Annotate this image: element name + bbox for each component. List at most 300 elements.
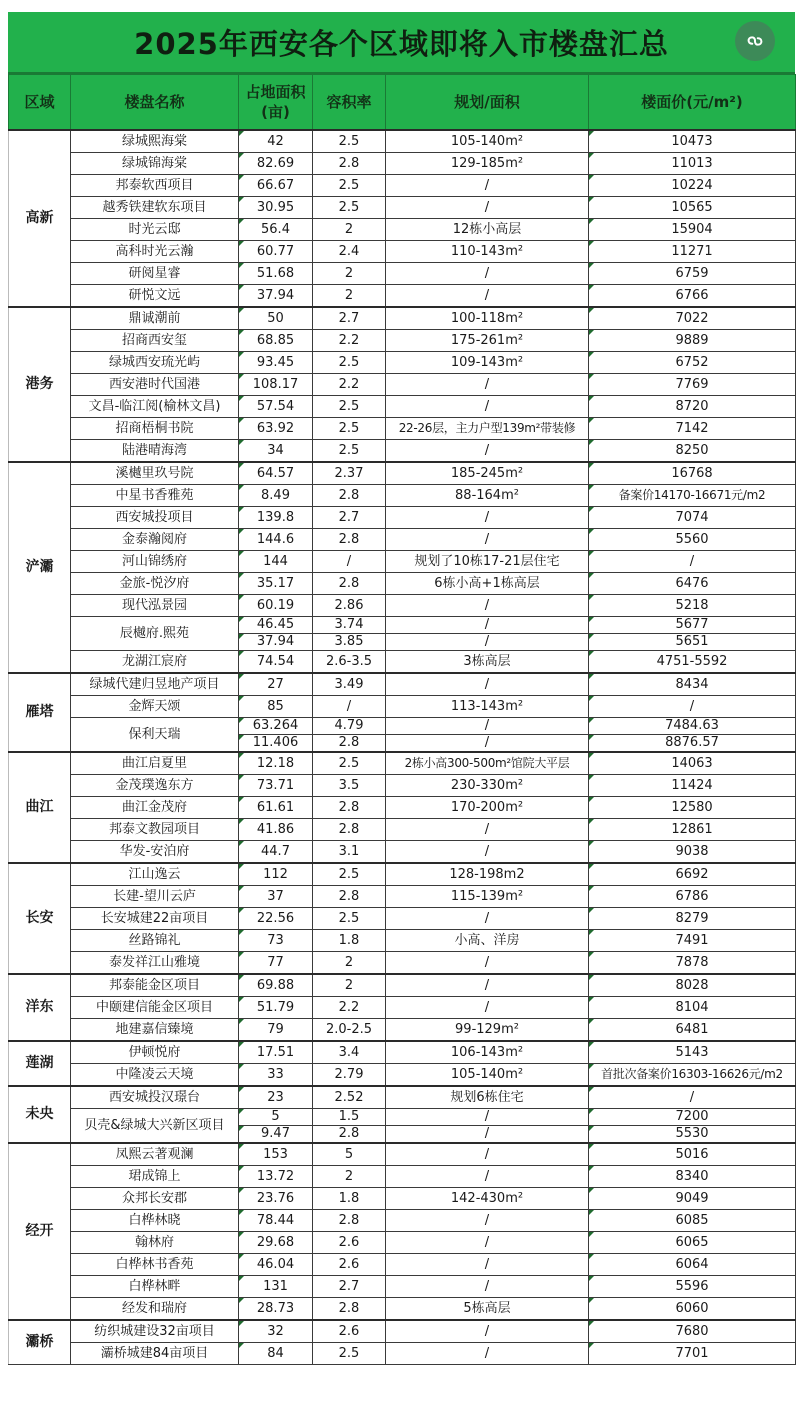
plot-ratio-cell: 2: [313, 263, 386, 285]
floor-price-cell: 6692: [589, 863, 796, 886]
project-name-cell: 翰林府: [71, 1232, 239, 1254]
land-area-cell: 79: [239, 1019, 313, 1042]
land-area-cell: 61.61: [239, 797, 313, 819]
plot-ratio-cell: 2.5: [313, 197, 386, 219]
plot-ratio-cell: 2.5: [313, 418, 386, 440]
table-row: [9, 1254, 796, 1276]
project-name-cell: 招商西安玺: [71, 330, 239, 352]
plan-cell: 230-330m²: [386, 775, 589, 797]
project-name-cell: 高科时光云瀚: [71, 241, 239, 263]
floor-price-cell: 6752: [589, 352, 796, 374]
project-name-cell: 伊顿悦府: [71, 1041, 239, 1064]
plot-ratio-cell: 2.6: [313, 1320, 386, 1343]
land-area-cell: 73.71: [239, 775, 313, 797]
table-row: [9, 396, 796, 418]
plan-cell: /: [386, 997, 589, 1019]
plan-cell: /: [386, 735, 589, 753]
region-cell: 高新: [9, 130, 71, 307]
plan-cell: 3栋高层: [386, 651, 589, 674]
land-area-cell: 112: [239, 863, 313, 886]
plot-ratio-cell: 2.52: [313, 1086, 386, 1109]
table-row: [9, 197, 796, 219]
land-area-cell: 37.94: [239, 634, 313, 651]
project-name-cell: 众邦长安郡: [71, 1188, 239, 1210]
table-row: [9, 1210, 796, 1232]
floor-price-cell: 9038: [589, 841, 796, 864]
project-name-cell: 西安港时代国港: [71, 374, 239, 396]
plot-ratio-cell: 2.8: [313, 886, 386, 908]
plot-ratio-cell: 3.49: [313, 673, 386, 696]
table-row: [9, 330, 796, 352]
project-name-cell: 地建嘉信臻境: [71, 1019, 239, 1042]
housing-table: [8, 74, 796, 1365]
table-row: [9, 952, 796, 975]
page-title: 2025年西安各个区域即将入市楼盘汇总: [134, 26, 669, 61]
project-name-cell: 陆港晴海湾: [71, 440, 239, 463]
plan-cell: /: [386, 396, 589, 418]
table-row: [9, 1166, 796, 1188]
table-body: [9, 130, 796, 1365]
plot-ratio-cell: 2.5: [313, 352, 386, 374]
project-name-cell: 现代泓景园: [71, 595, 239, 617]
floor-price-cell: 首批次备案价16303-16626元/m2: [589, 1064, 796, 1087]
plan-cell: /: [386, 1109, 589, 1126]
plan-cell: /: [386, 285, 589, 308]
plot-ratio-cell: 2.0-2.5: [313, 1019, 386, 1042]
floor-price-cell: 10224: [589, 175, 796, 197]
plan-cell: /: [386, 595, 589, 617]
plan-cell: 12栋小高层: [386, 219, 589, 241]
table-row: [9, 775, 796, 797]
plan-cell: /: [386, 718, 589, 735]
project-name-cell: 邦泰能金区项目: [71, 974, 239, 997]
plan-cell: 22-26层，主力户型139m²带装修: [386, 418, 589, 440]
floor-price-cell: 6476: [589, 573, 796, 595]
floor-price-cell: 6759: [589, 263, 796, 285]
table-row: [9, 974, 796, 997]
floor-price-cell: 8250: [589, 440, 796, 463]
plot-ratio-cell: 2.6-3.5: [313, 651, 386, 674]
floor-price-cell: 6064: [589, 1254, 796, 1276]
plot-ratio-cell: 2.8: [313, 529, 386, 551]
plot-ratio-cell: 2: [313, 219, 386, 241]
project-name-cell: 珺成锦上: [71, 1166, 239, 1188]
project-name-cell: 溪樾里玖号院: [71, 462, 239, 485]
project-name-cell: 江山逸云: [71, 863, 239, 886]
col-header-price: 楼面价(元/m²): [589, 75, 796, 131]
plot-ratio-cell: 2.6: [313, 1232, 386, 1254]
plot-ratio-cell: 2.2: [313, 997, 386, 1019]
floor-price-cell: 5596: [589, 1276, 796, 1298]
land-area-cell: 30.95: [239, 197, 313, 219]
project-name-cell: 曲江启夏里: [71, 752, 239, 775]
title-bar: [8, 12, 795, 74]
land-area-cell: 63.264: [239, 718, 313, 735]
project-name-cell: 经发和瑞府: [71, 1298, 239, 1321]
project-name-cell: 西安城投项目: [71, 507, 239, 529]
table-row: [9, 219, 796, 241]
land-area-cell: 46.45: [239, 617, 313, 634]
table-row: [9, 485, 796, 507]
floor-price-cell: 16768: [589, 462, 796, 485]
floor-price-cell: 7878: [589, 952, 796, 975]
region-cell: 曲江: [9, 752, 71, 863]
table-row: [9, 551, 796, 573]
plan-cell: 110-143m²: [386, 241, 589, 263]
table-row: [9, 352, 796, 374]
plan-cell: /: [386, 263, 589, 285]
table-row: [9, 819, 796, 841]
floor-price-cell: 7701: [589, 1343, 796, 1365]
floor-price-cell: 6060: [589, 1298, 796, 1321]
table-row: [9, 997, 796, 1019]
project-name-cell: 西安城投汉璟台: [71, 1086, 239, 1109]
table-row: [9, 1109, 796, 1126]
land-area-cell: 144: [239, 551, 313, 573]
floor-price-cell: 6766: [589, 285, 796, 308]
plan-cell: 170-200m²: [386, 797, 589, 819]
land-area-cell: 28.73: [239, 1298, 313, 1321]
table-row: [9, 930, 796, 952]
land-area-cell: 41.86: [239, 819, 313, 841]
plot-ratio-cell: 2.5: [313, 175, 386, 197]
plan-cell: /: [386, 440, 589, 463]
plan-cell: /: [386, 819, 589, 841]
table-row: [9, 130, 796, 153]
land-area-cell: 73: [239, 930, 313, 952]
plot-ratio-cell: 2.8: [313, 797, 386, 819]
plot-ratio-cell: 3.5: [313, 775, 386, 797]
table-row: [9, 374, 796, 396]
col-header-plan: 规划/面积: [386, 75, 589, 131]
floor-price-cell: 5530: [589, 1126, 796, 1144]
plot-ratio-cell: 2.8: [313, 573, 386, 595]
floor-price-cell: 6786: [589, 886, 796, 908]
land-area-cell: 77: [239, 952, 313, 975]
land-area-cell: 68.85: [239, 330, 313, 352]
table-row: [9, 718, 796, 735]
land-area-cell: 34: [239, 440, 313, 463]
land-area-cell: 51.68: [239, 263, 313, 285]
plan-cell: /: [386, 175, 589, 197]
floor-price-cell: 5143: [589, 1041, 796, 1064]
plan-cell: /: [386, 1126, 589, 1144]
col-header-area-line2: (亩): [261, 103, 290, 121]
floor-price-cell: /: [589, 696, 796, 718]
plan-cell: 100-118m²: [386, 307, 589, 330]
plot-ratio-cell: 3.1: [313, 841, 386, 864]
floor-price-cell: 6085: [589, 1210, 796, 1232]
plan-cell: 小高、洋房: [386, 930, 589, 952]
project-name-cell: 华发-安泊府: [71, 841, 239, 864]
table-row: [9, 175, 796, 197]
table-row: [9, 595, 796, 617]
plan-cell: 175-261m²: [386, 330, 589, 352]
floor-price-cell: 8104: [589, 997, 796, 1019]
land-area-cell: 69.88: [239, 974, 313, 997]
plan-cell: /: [386, 974, 589, 997]
plot-ratio-cell: 2.8: [313, 485, 386, 507]
plan-cell: /: [386, 952, 589, 975]
project-name-cell: 丝路锦礼: [71, 930, 239, 952]
floor-price-cell: 7769: [589, 374, 796, 396]
project-name-cell: 中星书香雅苑: [71, 485, 239, 507]
project-name-cell: 长安城建22亩项目: [71, 908, 239, 930]
plan-cell: /: [386, 1210, 589, 1232]
plot-ratio-cell: 3.85: [313, 634, 386, 651]
project-name-cell: 绿城熙海棠: [71, 130, 239, 153]
plot-ratio-cell: 2.5: [313, 863, 386, 886]
floor-price-cell: 12861: [589, 819, 796, 841]
region-cell: 莲湖: [9, 1041, 71, 1086]
header-row: [9, 75, 796, 131]
table-row: [9, 507, 796, 529]
table-row: [9, 1041, 796, 1064]
floor-price-cell: 11013: [589, 153, 796, 175]
plan-cell: 115-139m²: [386, 886, 589, 908]
floor-price-cell: 8876.57: [589, 735, 796, 753]
project-name-cell: 招商梧桐书院: [71, 418, 239, 440]
plot-ratio-cell: 2.5: [313, 440, 386, 463]
table-row: [9, 617, 796, 634]
plan-cell: /: [386, 197, 589, 219]
plan-cell: 185-245m²: [386, 462, 589, 485]
project-name-cell: 龙湖江宸府: [71, 651, 239, 674]
land-area-cell: 63.92: [239, 418, 313, 440]
plan-cell: /: [386, 1143, 589, 1166]
land-area-cell: 64.57: [239, 462, 313, 485]
floor-price-cell: 7074: [589, 507, 796, 529]
mini-program-link-button[interactable]: [735, 21, 775, 61]
project-name-cell: 邦泰文教园项目: [71, 819, 239, 841]
plot-ratio-cell: 2.2: [313, 374, 386, 396]
project-name-cell: 金泰瀚阅府: [71, 529, 239, 551]
plan-cell: /: [386, 374, 589, 396]
col-header-area-line1: 占地面积: [245, 83, 306, 101]
land-area-cell: 42: [239, 130, 313, 153]
floor-price-cell: 7022: [589, 307, 796, 330]
table-row: [9, 1064, 796, 1087]
table-row: [9, 573, 796, 595]
plot-ratio-cell: 2.2: [313, 330, 386, 352]
floor-price-cell: 10473: [589, 130, 796, 153]
plot-ratio-cell: 2.5: [313, 1343, 386, 1365]
plot-ratio-cell: 2.8: [313, 153, 386, 175]
project-name-cell: 白桦林晓: [71, 1210, 239, 1232]
plot-ratio-cell: 2.8: [313, 1126, 386, 1144]
land-area-cell: 93.45: [239, 352, 313, 374]
table-row: [9, 1232, 796, 1254]
col-header-area: [239, 75, 313, 131]
plot-ratio-cell: 2.37: [313, 462, 386, 485]
floor-price-cell: 7491: [589, 930, 796, 952]
table-row: [9, 841, 796, 864]
plan-cell: 128-198m2: [386, 863, 589, 886]
land-area-cell: 37: [239, 886, 313, 908]
plot-ratio-cell: 2.4: [313, 241, 386, 263]
project-name-cell: 保利天瑞: [71, 718, 239, 753]
project-name-cell: 曲江金茂府: [71, 797, 239, 819]
floor-price-cell: 9049: [589, 1188, 796, 1210]
plot-ratio-cell: 2.7: [313, 307, 386, 330]
plot-ratio-cell: 2.5: [313, 130, 386, 153]
floor-price-cell: 8279: [589, 908, 796, 930]
floor-price-cell: 5560: [589, 529, 796, 551]
region-cell: 经开: [9, 1143, 71, 1320]
table-row: [9, 1276, 796, 1298]
land-area-cell: 44.7: [239, 841, 313, 864]
land-area-cell: 56.4: [239, 219, 313, 241]
project-name-cell: 辰樾府.熙苑: [71, 617, 239, 651]
plan-cell: /: [386, 1232, 589, 1254]
plan-cell: 88-164m²: [386, 485, 589, 507]
table-row: [9, 863, 796, 886]
table-row: [9, 1086, 796, 1109]
land-area-cell: 35.17: [239, 573, 313, 595]
region-cell: 未央: [9, 1086, 71, 1143]
plot-ratio-cell: 2.5: [313, 752, 386, 775]
plot-ratio-cell: 2: [313, 1166, 386, 1188]
land-area-cell: 131: [239, 1276, 313, 1298]
plot-ratio-cell: 2: [313, 285, 386, 308]
region-cell: 长安: [9, 863, 71, 974]
floor-price-cell: 8340: [589, 1166, 796, 1188]
table-row: [9, 440, 796, 463]
floor-price-cell: 4751-5592: [589, 651, 796, 674]
floor-price-cell: /: [589, 1086, 796, 1109]
land-area-cell: 50: [239, 307, 313, 330]
plot-ratio-cell: 2.7: [313, 507, 386, 529]
table-row: [9, 263, 796, 285]
plan-cell: 6栋小高+1栋高层: [386, 573, 589, 595]
plot-ratio-cell: 2.5: [313, 396, 386, 418]
project-name-cell: 长建-望川云庐: [71, 886, 239, 908]
land-area-cell: 78.44: [239, 1210, 313, 1232]
plot-ratio-cell: 2.86: [313, 595, 386, 617]
land-area-cell: 153: [239, 1143, 313, 1166]
land-area-cell: 22.56: [239, 908, 313, 930]
plan-cell: 105-140m²: [386, 130, 589, 153]
project-name-cell: 研阅星睿: [71, 263, 239, 285]
project-name-cell: 白桦林畔: [71, 1276, 239, 1298]
table-row: [9, 307, 796, 330]
region-cell: 灞桥: [9, 1320, 71, 1365]
floor-price-cell: 9889: [589, 330, 796, 352]
land-area-cell: 85: [239, 696, 313, 718]
land-area-cell: 60.19: [239, 595, 313, 617]
project-name-cell: 鼎诚潮前: [71, 307, 239, 330]
table-row: [9, 241, 796, 263]
plot-ratio-cell: 1.8: [313, 930, 386, 952]
land-area-cell: 32: [239, 1320, 313, 1343]
project-name-cell: 泰发祥江山雅境: [71, 952, 239, 975]
land-area-cell: 84: [239, 1343, 313, 1365]
plot-ratio-cell: 1.5: [313, 1109, 386, 1126]
plot-ratio-cell: 2.8: [313, 819, 386, 841]
project-name-cell: 金旅-悦汐府: [71, 573, 239, 595]
project-name-cell: 贝壳&绿城大兴新区项目: [71, 1109, 239, 1144]
table-row: [9, 529, 796, 551]
floor-price-cell: 12580: [589, 797, 796, 819]
floor-price-cell: 15904: [589, 219, 796, 241]
plan-cell: 规划了10栋17-21层住宅: [386, 551, 589, 573]
land-area-cell: 51.79: [239, 997, 313, 1019]
floor-price-cell: 10565: [589, 197, 796, 219]
plan-cell: /: [386, 673, 589, 696]
floor-price-cell: 8434: [589, 673, 796, 696]
project-name-cell: 绿城西安琉光屿: [71, 352, 239, 374]
plan-cell: 129-185m²: [386, 153, 589, 175]
land-area-cell: 82.69: [239, 153, 313, 175]
land-area-cell: 60.77: [239, 241, 313, 263]
table-row: [9, 1019, 796, 1042]
table-row: [9, 1343, 796, 1365]
col-header-name: 楼盘名称: [71, 75, 239, 131]
land-area-cell: 12.18: [239, 752, 313, 775]
land-area-cell: 144.6: [239, 529, 313, 551]
plan-cell: /: [386, 908, 589, 930]
plan-cell: 2栋小高300-500m²馆院大平层: [386, 752, 589, 775]
plan-cell: 113-143m²: [386, 696, 589, 718]
table-row: [9, 1320, 796, 1343]
plot-ratio-cell: /: [313, 696, 386, 718]
table-row: [9, 462, 796, 485]
table-row: [9, 1143, 796, 1166]
project-name-cell: 白桦林书香苑: [71, 1254, 239, 1276]
plot-ratio-cell: 2.5: [313, 908, 386, 930]
region-cell: 雁塔: [9, 673, 71, 752]
table-row: [9, 797, 796, 819]
floor-price-cell: 6065: [589, 1232, 796, 1254]
plot-ratio-cell: 2.8: [313, 1298, 386, 1321]
land-area-cell: 108.17: [239, 374, 313, 396]
floor-price-cell: 备案价14170-16671元/m2: [589, 485, 796, 507]
table-row: [9, 1298, 796, 1321]
project-name-cell: 纺织城建设32亩项目: [71, 1320, 239, 1343]
project-name-cell: 金茂璞逸东方: [71, 775, 239, 797]
land-area-cell: 139.8: [239, 507, 313, 529]
floor-price-cell: 5677: [589, 617, 796, 634]
land-area-cell: 23.76: [239, 1188, 313, 1210]
plan-cell: 105-140m²: [386, 1064, 589, 1087]
plan-cell: 规划6栋住宅: [386, 1086, 589, 1109]
plot-ratio-cell: 2: [313, 952, 386, 975]
plot-ratio-cell: 4.79: [313, 718, 386, 735]
plan-cell: /: [386, 529, 589, 551]
plan-cell: /: [386, 1166, 589, 1188]
land-area-cell: 11.406: [239, 735, 313, 753]
plot-ratio-cell: /: [313, 551, 386, 573]
project-name-cell: 河山锦绣府: [71, 551, 239, 573]
table-row: [9, 153, 796, 175]
table-row: [9, 651, 796, 674]
floor-price-cell: 7142: [589, 418, 796, 440]
floor-price-cell: 14063: [589, 752, 796, 775]
floor-price-cell: 7484.63: [589, 718, 796, 735]
floor-price-cell: /: [589, 551, 796, 573]
plot-ratio-cell: 3.74: [313, 617, 386, 634]
table-row: [9, 696, 796, 718]
plan-cell: /: [386, 1254, 589, 1276]
project-name-cell: 绿城锦海棠: [71, 153, 239, 175]
land-area-cell: 33: [239, 1064, 313, 1087]
plan-cell: /: [386, 841, 589, 864]
land-area-cell: 46.04: [239, 1254, 313, 1276]
land-area-cell: 57.54: [239, 396, 313, 418]
project-name-cell: 凤熙云著观澜: [71, 1143, 239, 1166]
land-area-cell: 37.94: [239, 285, 313, 308]
land-area-cell: 74.54: [239, 651, 313, 674]
